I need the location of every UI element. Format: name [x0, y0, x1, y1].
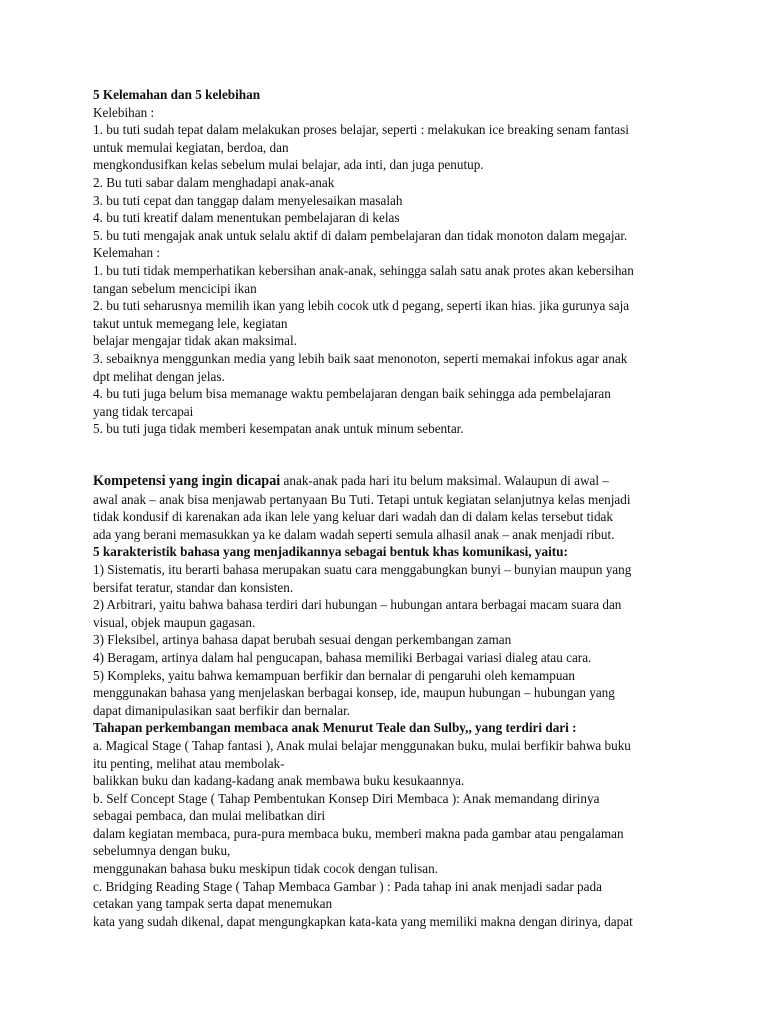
tahapan-heading: Tahapan perkembangan membaca anak Menurut Teale dan Sulby,, yang terdiri dari :	[93, 720, 577, 736]
text-line: cetakan yang tampak serta dapat menemukan	[93, 896, 333, 912]
kelebihan-label: Kelebihan :	[93, 104, 155, 120]
text-line: 1. bu tuti tidak memperhatikan kebersihan anak-anak, sehingga salah satu anak protes akan kebersihan	[93, 262, 634, 278]
karakteristik-heading: 5 karakteristik bahasa yang menjadikannya sebagai bentuk khas komunikasi, yaitu:	[93, 544, 568, 560]
text-line: c. Bridging Reading Stage ( Tahap Membaca Gambar ) : Pada tahap ini anak menjadi sadar pada	[93, 878, 602, 894]
text-line: awal anak – anak bisa menjawab pertanyaan Bu Tuti. Tetapi untuk kegiatan selanjutnya kelas menjadi	[93, 491, 631, 507]
text-line: bersifat teratur, standar dan konsisten.	[93, 579, 294, 595]
kelemahan-label: Kelemahan :	[93, 245, 161, 261]
text-line: tidak kondusif di karenakan ada ikan lele yang keluar dari wadah dan di dalam kelas tersebut tidak	[93, 509, 613, 525]
text-line: itu penting, melihat atau membolak-	[93, 755, 285, 771]
text-line: kata yang sudah dikenal, dapat mengungkapkan kata-kata yang memiliki makna dengan dirinya, dapat	[93, 913, 633, 929]
text-line: 1. bu tuti sudah tepat dalam melakukan proses belajar, seperti : melakukan ice breaking senam fantasi	[93, 122, 629, 138]
text-line: yang tidak tercapai	[93, 403, 194, 419]
text-line: 2) Arbitrari, yaitu bahwa bahasa terdiri dari hubungan – hubungan antara berbagai macam suara dan	[93, 597, 622, 613]
text-line: 3. bu tuti cepat dan tanggap dalam menyelesaikan masalah	[93, 192, 403, 208]
text-line: 1) Sistematis, itu berarti bahasa merupakan suatu cara menggabungkan bunyi – bunyian maupun yang	[93, 561, 632, 577]
text-line: 4. bu tuti juga belum bisa memanage waktu pembelajaran dengan baik sehingga ada pembelajaran	[93, 386, 611, 402]
text-line: 2. bu tuti seharusnya memilih ikan yang lebih cocok utk d pegang, seperti ikan hias. jika gurunya saja	[93, 298, 630, 314]
text-line: dalam kegiatan membaca, pura-pura membaca buku, memberi makna pada gambar atau pengalaman	[93, 825, 624, 841]
kompetensi-bold: Kompetensi yang ingin dicapai	[93, 473, 281, 489]
text-line: tangan sebelum mencicipi ikan	[93, 280, 257, 296]
text-line: 4. bu tuti kreatif dalam menentukan pembelajaran di kelas	[93, 210, 400, 226]
section-kelemahan-kelebihan	[93, 86, 693, 438]
text-line: 4) Beragam, artinya dalam hal pengucapan, bahasa memiliki Berbagai variasi dialeg atau cara.	[93, 649, 592, 665]
text-line: 5. bu tuti mengajak anak untuk selalu aktif di dalam pembelajaran dan tidak monoton dalam megajar.	[93, 227, 628, 243]
text-line: 3) Fleksibel, artinya bahasa dapat berubah sesuai dengan perkembangan zaman	[93, 632, 512, 648]
text-line: dapat dimanipulasikan saat berfikir dan bernalar.	[93, 702, 351, 718]
text-line: menggunakan bahasa buku meskipun tidak cocok dengan tulisan.	[93, 861, 438, 877]
text-line: mengkondusifkan kelas sebelum mulai belajar, ada inti, dan juga penutup.	[93, 157, 484, 173]
text-line: 5. bu tuti juga tidak memberi kesempatan anak untuk minum sebentar.	[93, 421, 464, 437]
kompetensi-rest: anak-anak pada hari itu belum maksimal. Walaupun di awal –	[280, 473, 609, 488]
text-line: takut untuk memegang lele, kegiatan	[93, 315, 288, 331]
text-line: visual, objek maupun gagasan.	[93, 614, 256, 630]
text-line: belajar mengajar tidak akan maksimal.	[93, 333, 297, 349]
text-line: menggunakan bahasa yang menjelaskan berbagai konsep, ide, maupun hubungan – hubungan yang	[93, 685, 615, 701]
text-line: ada yang berani memasukkan ya ke dalam wadah seperti semula alhasil anak – anak menjadi ribut.	[93, 526, 615, 542]
section-heading: 5 Kelemahan dan 5 kelebihan	[93, 87, 261, 102]
text-line: sebelumnya dengan buku,	[93, 843, 231, 859]
text-line: sebagai pembaca, dan mulai melibatkan diri	[93, 808, 326, 824]
kompetensi-paragraph-start	[93, 472, 693, 491]
text-line: 2. Bu tuti sabar dalam menghadapi anak-anak	[93, 174, 335, 190]
section-kompetensi	[93, 472, 693, 930]
text-line: 5) Kompleks, yaitu bahwa kemampuan berfikir dan bernalar di pengaruhi oleh kemampuan	[93, 667, 575, 683]
text-line: balikkan buku dan kadang-kadang anak membawa buku kesukaannya.	[93, 773, 465, 789]
text-line: dpt melihat dengan jelas.	[93, 368, 225, 384]
text-line: 3. sebaiknya menggunkan media yang lebih baik saat menonoton, seperti memakai infokus agar anak	[93, 350, 628, 366]
text-line: untuk memulai kegiatan, berdoa, dan	[93, 139, 289, 155]
text-line: b. Self Concept Stage ( Tahap Pembentukan Konsep Diri Membaca ): Anak memandang dirinya	[93, 790, 600, 806]
text-line: a. Magical Stage ( Tahap fantasi ), Anak mulai belajar menggunakan buku, mulai berfikir bahwa buku	[93, 737, 631, 753]
